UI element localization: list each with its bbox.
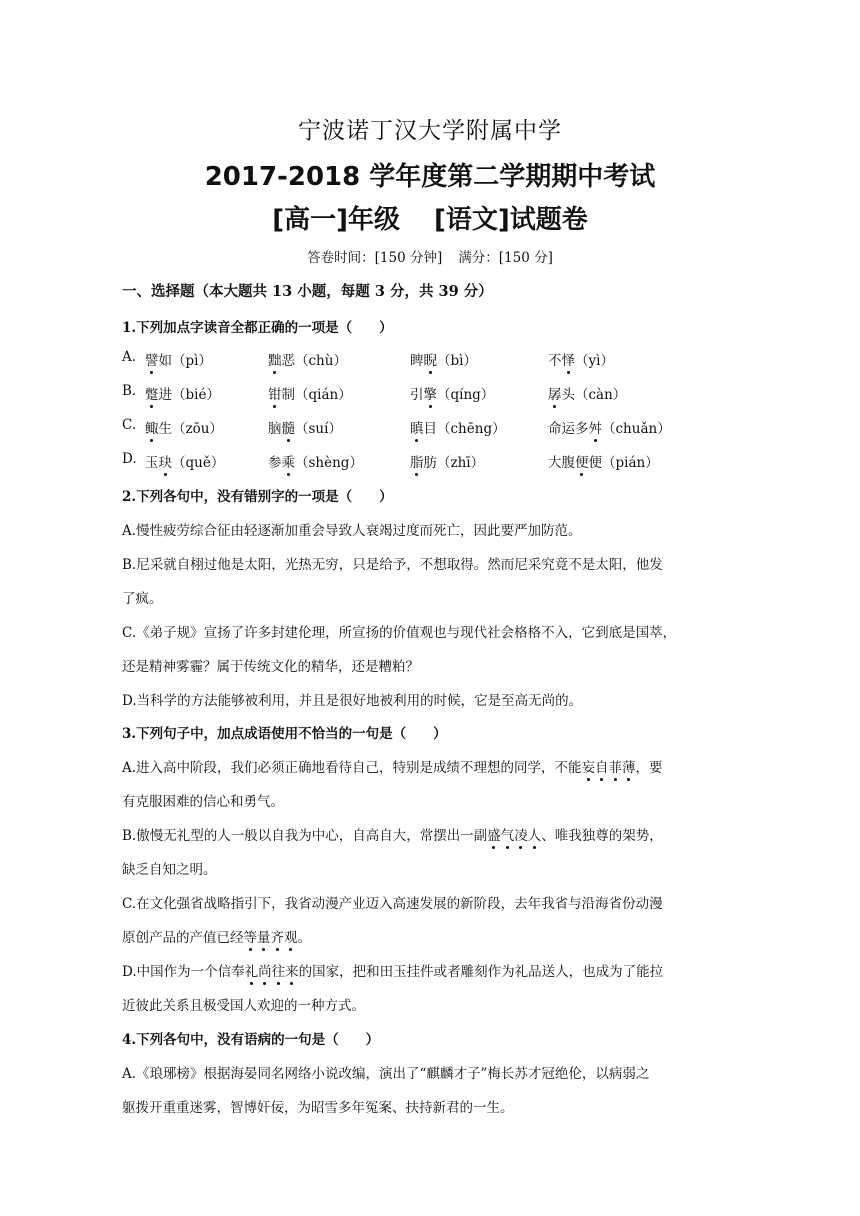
subject-label: [语文]试题卷 [434,205,588,235]
q1-b-item-2: 钳制（qián） [268,387,352,403]
question-1-stem: 1.下列加点字读音全都正确的一项是（ ） [122,320,393,336]
q2-option-c-cont: 还是精神雾霾？属于传统文化的精华，还是糟粕？ [122,659,419,675]
q1-option-b-label: B. [122,383,137,399]
dotted-char: 礼 [244,964,259,980]
grade-label: [高一]年级 [272,205,400,235]
school-name: 宁波诺丁汉大学附属中学 [298,118,562,144]
q3-option-c: C.在文化强省战略指引下，我省动漫产业迈入高速发展的新阶段，去年我省与沿海省份动漫 [122,896,663,912]
dotted-char: 齐 [270,930,284,946]
dotted-char: 量 [257,930,271,946]
q1-b-item-3: 引擎（qíng） [410,387,495,403]
q3-option-d-cont: 近彼此关系且极受国人欢迎的一种方式。 [122,998,365,1014]
dotted-char: 尚 [258,964,272,980]
dotted-char: 妄 [581,760,596,776]
dotted-char: 自 [595,760,609,776]
q1-c-item-4: 命运多舛（chuǎn） [548,421,671,437]
q1-a-item-2: 黜恶（chù） [268,353,347,369]
q1-option-a-label: A. [122,349,137,365]
dotted-char: 观 [284,930,298,946]
dotted-char: 气 [500,828,515,844]
section-heading: 一、选择题（本大题共 13 小题，每题 3 分，共 39 分） [122,283,493,300]
q2-option-c: C.《弟子规》宣扬了许多封建伦理，所宣扬的价值观也与现代社会格格不入，它到底是国萃， [122,625,677,641]
q3-option-b: B.傲慢无礼型的人一般以自我为中心，自高自大，常摆出一副盛气凌人、唯我独尊的架势， [122,828,663,844]
q1-a-item-3: 睥睨（bì） [410,353,477,369]
dotted-char: 薄 [622,760,636,776]
q1-a-item-1: 譬如（pì） [145,353,212,369]
q3-option-b-cont: 缺乏自知之明。 [122,862,217,878]
question-4-stem: 4.下列各句中，没有语病的一句是（ ） [122,1032,380,1048]
dotted-idiom [245,964,299,980]
q4-option-a: A.《琅琊榜》根据海晏同名网络小说改编，演出了“麒麟才子”梅长苏才冠绝伦，以病弱之 [122,1066,650,1082]
q1-option-d-label: D. [122,451,137,467]
dotted-char: 菲 [608,760,623,776]
q2-option-a: A.慢性疲劳综合征由轻逐渐加重会导致人衰竭过度而死亡，因此要严加防范。 [122,523,582,539]
q1-d-item-3: 脂肪（zhī） [410,455,485,471]
dotted-char: 人 [527,828,542,844]
dotted-char: 来 [285,964,299,980]
dotted-char: 等 [243,930,257,946]
dotted-idiom [582,760,636,776]
dotted-idiom [487,828,541,844]
q2-option-b-cont: 了疯。 [122,591,163,607]
dotted-char: 凌 [514,828,528,844]
q1-c-item-2: 脑髓（suí） [268,421,342,437]
q3-option-d: D.中国作为一个信奉礼尚往来的国家，把和田玉挂件或者雕刻作为礼品送人，也成为了能拉 [122,964,664,980]
q1-d-item-1: 玉玦（quě） [145,455,225,471]
exam-title: 2017-2018 学年度第二学期期中考试 [204,162,656,192]
dotted-char: 往 [271,964,286,980]
dotted-char: 盛 [487,828,501,844]
q3-option-a-cont: 有克服困难的信心和勇气。 [122,794,284,810]
q1-b-item-4: 孱头（càn） [548,387,627,403]
q3-option-c-cont: 原创产品的产值已经等量齐观。 [122,930,311,946]
exam-score: 满分：[150 分] [458,250,553,266]
q3-option-a: A.进入高中阶段，我们必须正确地看待自己，特别是成绩不理想的同学，不能妄自菲薄，要 [122,760,663,776]
q1-d-item-4: 大腹便便（pián） [548,455,659,471]
q1-a-item-4: 不怿（yì） [548,353,614,369]
dotted-idiom [244,930,298,946]
q2-option-d: D.当科学的方法能够被利用，并且是很好地被利用的时候，它是至高无尚的。 [122,693,583,709]
q1-c-item-1: 鲰生（zōu） [145,421,223,437]
q2-option-b: B.尼采就自栩过他是太阳，光热无穷，只是给予，不想取得。然而尼采究竟不是太阳，他发 [122,557,663,573]
q1-c-item-3: 瞋目（chēng） [410,421,506,437]
question-3-stem: 3.下列句子中，加点成语使用不恰当的一句是（ ） [122,726,447,742]
exam-time: 答卷时间：[150 分钟] [307,250,443,266]
exam-info [0,246,860,266]
q1-option-c-label: C. [122,417,137,433]
q4-option-a-cont: 躯拨开重重迷雾，智博奸佞，为昭雪多年冤案、扶持新君的一生。 [122,1100,514,1116]
q1-d-item-2: 参乘（shèng） [268,455,363,471]
paper-title [0,199,860,236]
q1-b-item-1: 蹩进（bié） [145,387,220,403]
question-2-stem: 2.下列各句中，没有错别字的一项是（ ） [122,489,393,505]
